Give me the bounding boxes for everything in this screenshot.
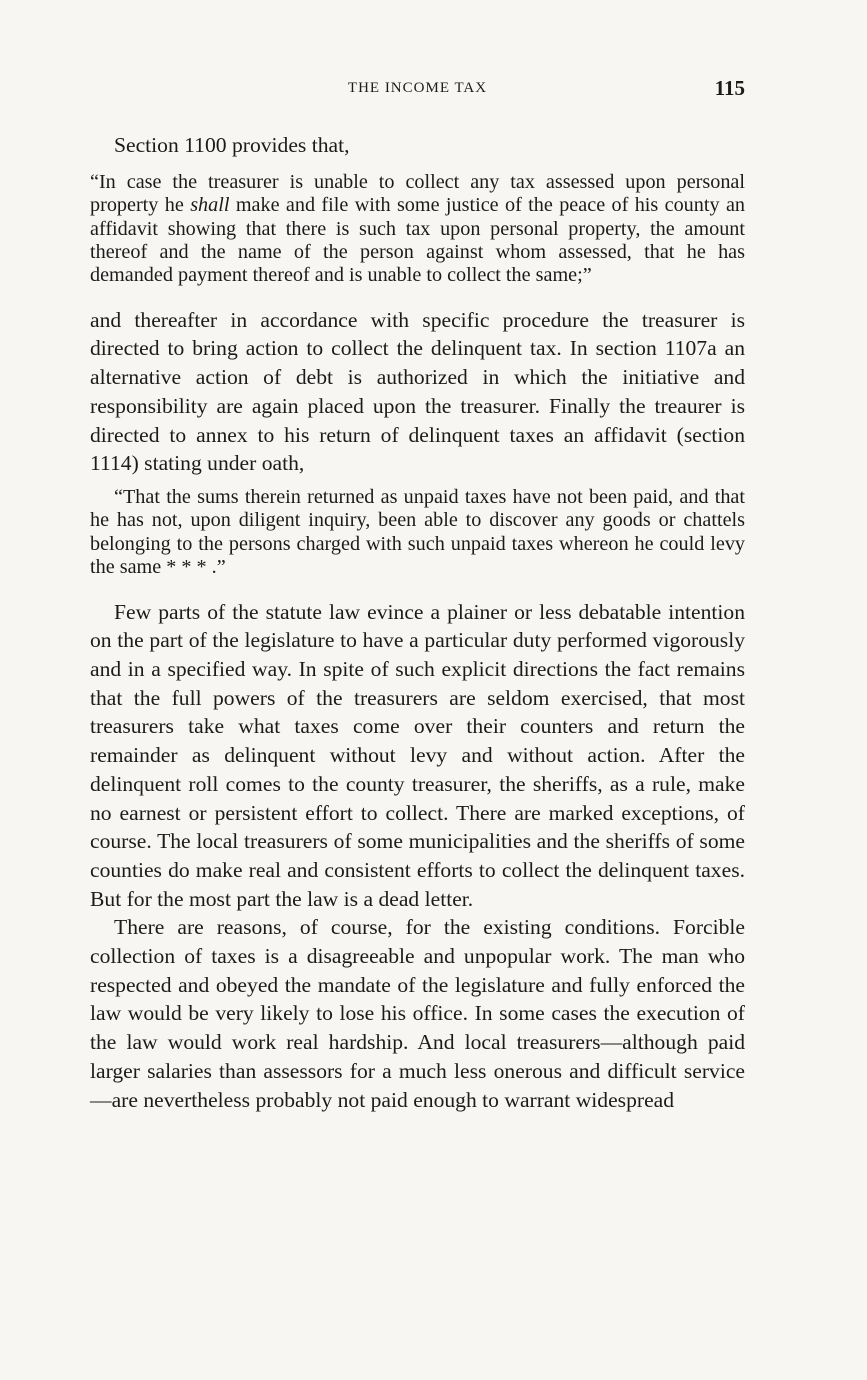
- paragraph-procedure: and thereafter in accordance with specific procedure the treasurer is directed to bring action to collect the delinquent tax. In section 1107a an alternative action of debt is authorized in which the initiative and responsibility are again placed upon the treasurer. Finally the treaurer is directed to annex to his return of delinquent taxes an affidavit (section 1114) stating under oath,: [90, 307, 745, 476]
- body-text: [90, 131, 745, 1114]
- statute-quote-1100: [90, 171, 745, 288]
- quote-text-part: make and file with some justice of the peace of his county an affidavit showing that there is such tax upon personal property, the amount thereof and the name of the person against whom assessed, that he has demanded payment thereof and is unable to collect the same;”: [90, 194, 745, 287]
- running-head: [90, 78, 745, 104]
- page-number: 115: [714, 76, 745, 100]
- paragraph-statute-law: Few parts of the statute law evince a plainer or less debatable intention on the part of the legislature to have a particular duty performed vigorously and in a specified way. In spite of such explicit directions the fact remains that the full powers of the treasurers are seldom exercised, that most treasurers take what taxes come over their counters and return the remainder as delinquent without levy and without action. After the delinquent roll comes to the county treasurer, the sheriffs, as a rule, make no earnest or persistent effort to collect. There are marked exceptions, of course. The local treasurers of some municipalities and the sheriffs of some counties do make real and consistent efforts to collect the delinquent taxes. But for the most part the law is a dead letter.: [90, 599, 745, 911]
- statute-quote-affidavit: “That the sums therein returned as unpaid taxes have not been paid, and that he has not, upon diligent inquiry, been able to discover any goods or chattels belonging to the persons charged with such unpaid taxes whereon he could levy the same * * * .”: [90, 485, 745, 579]
- quote-text-part: “In case the treasurer is unable to collect any tax assessed upon personal property he: [90, 170, 745, 217]
- quote-emphasis: shall: [190, 194, 230, 217]
- running-title: THE INCOME TAX: [347, 80, 488, 96]
- lead-paragraph: Section 1100 provides that,: [114, 133, 350, 157]
- paragraph-reasons: There are reasons, of course, for the existing conditions. Forcible collection of taxes is a disagreeable and unpopular work. The man who respected and obeyed the mandate of the legislature and fully enforced the law would be very likely to lose his office. In some cases the execution of the law would work real hardship. And local treasurers—although paid larger salaries than assessors for a much less onerous and difficult service—are nevertheless probably not paid enough to warrant widespread: [90, 915, 745, 1112]
